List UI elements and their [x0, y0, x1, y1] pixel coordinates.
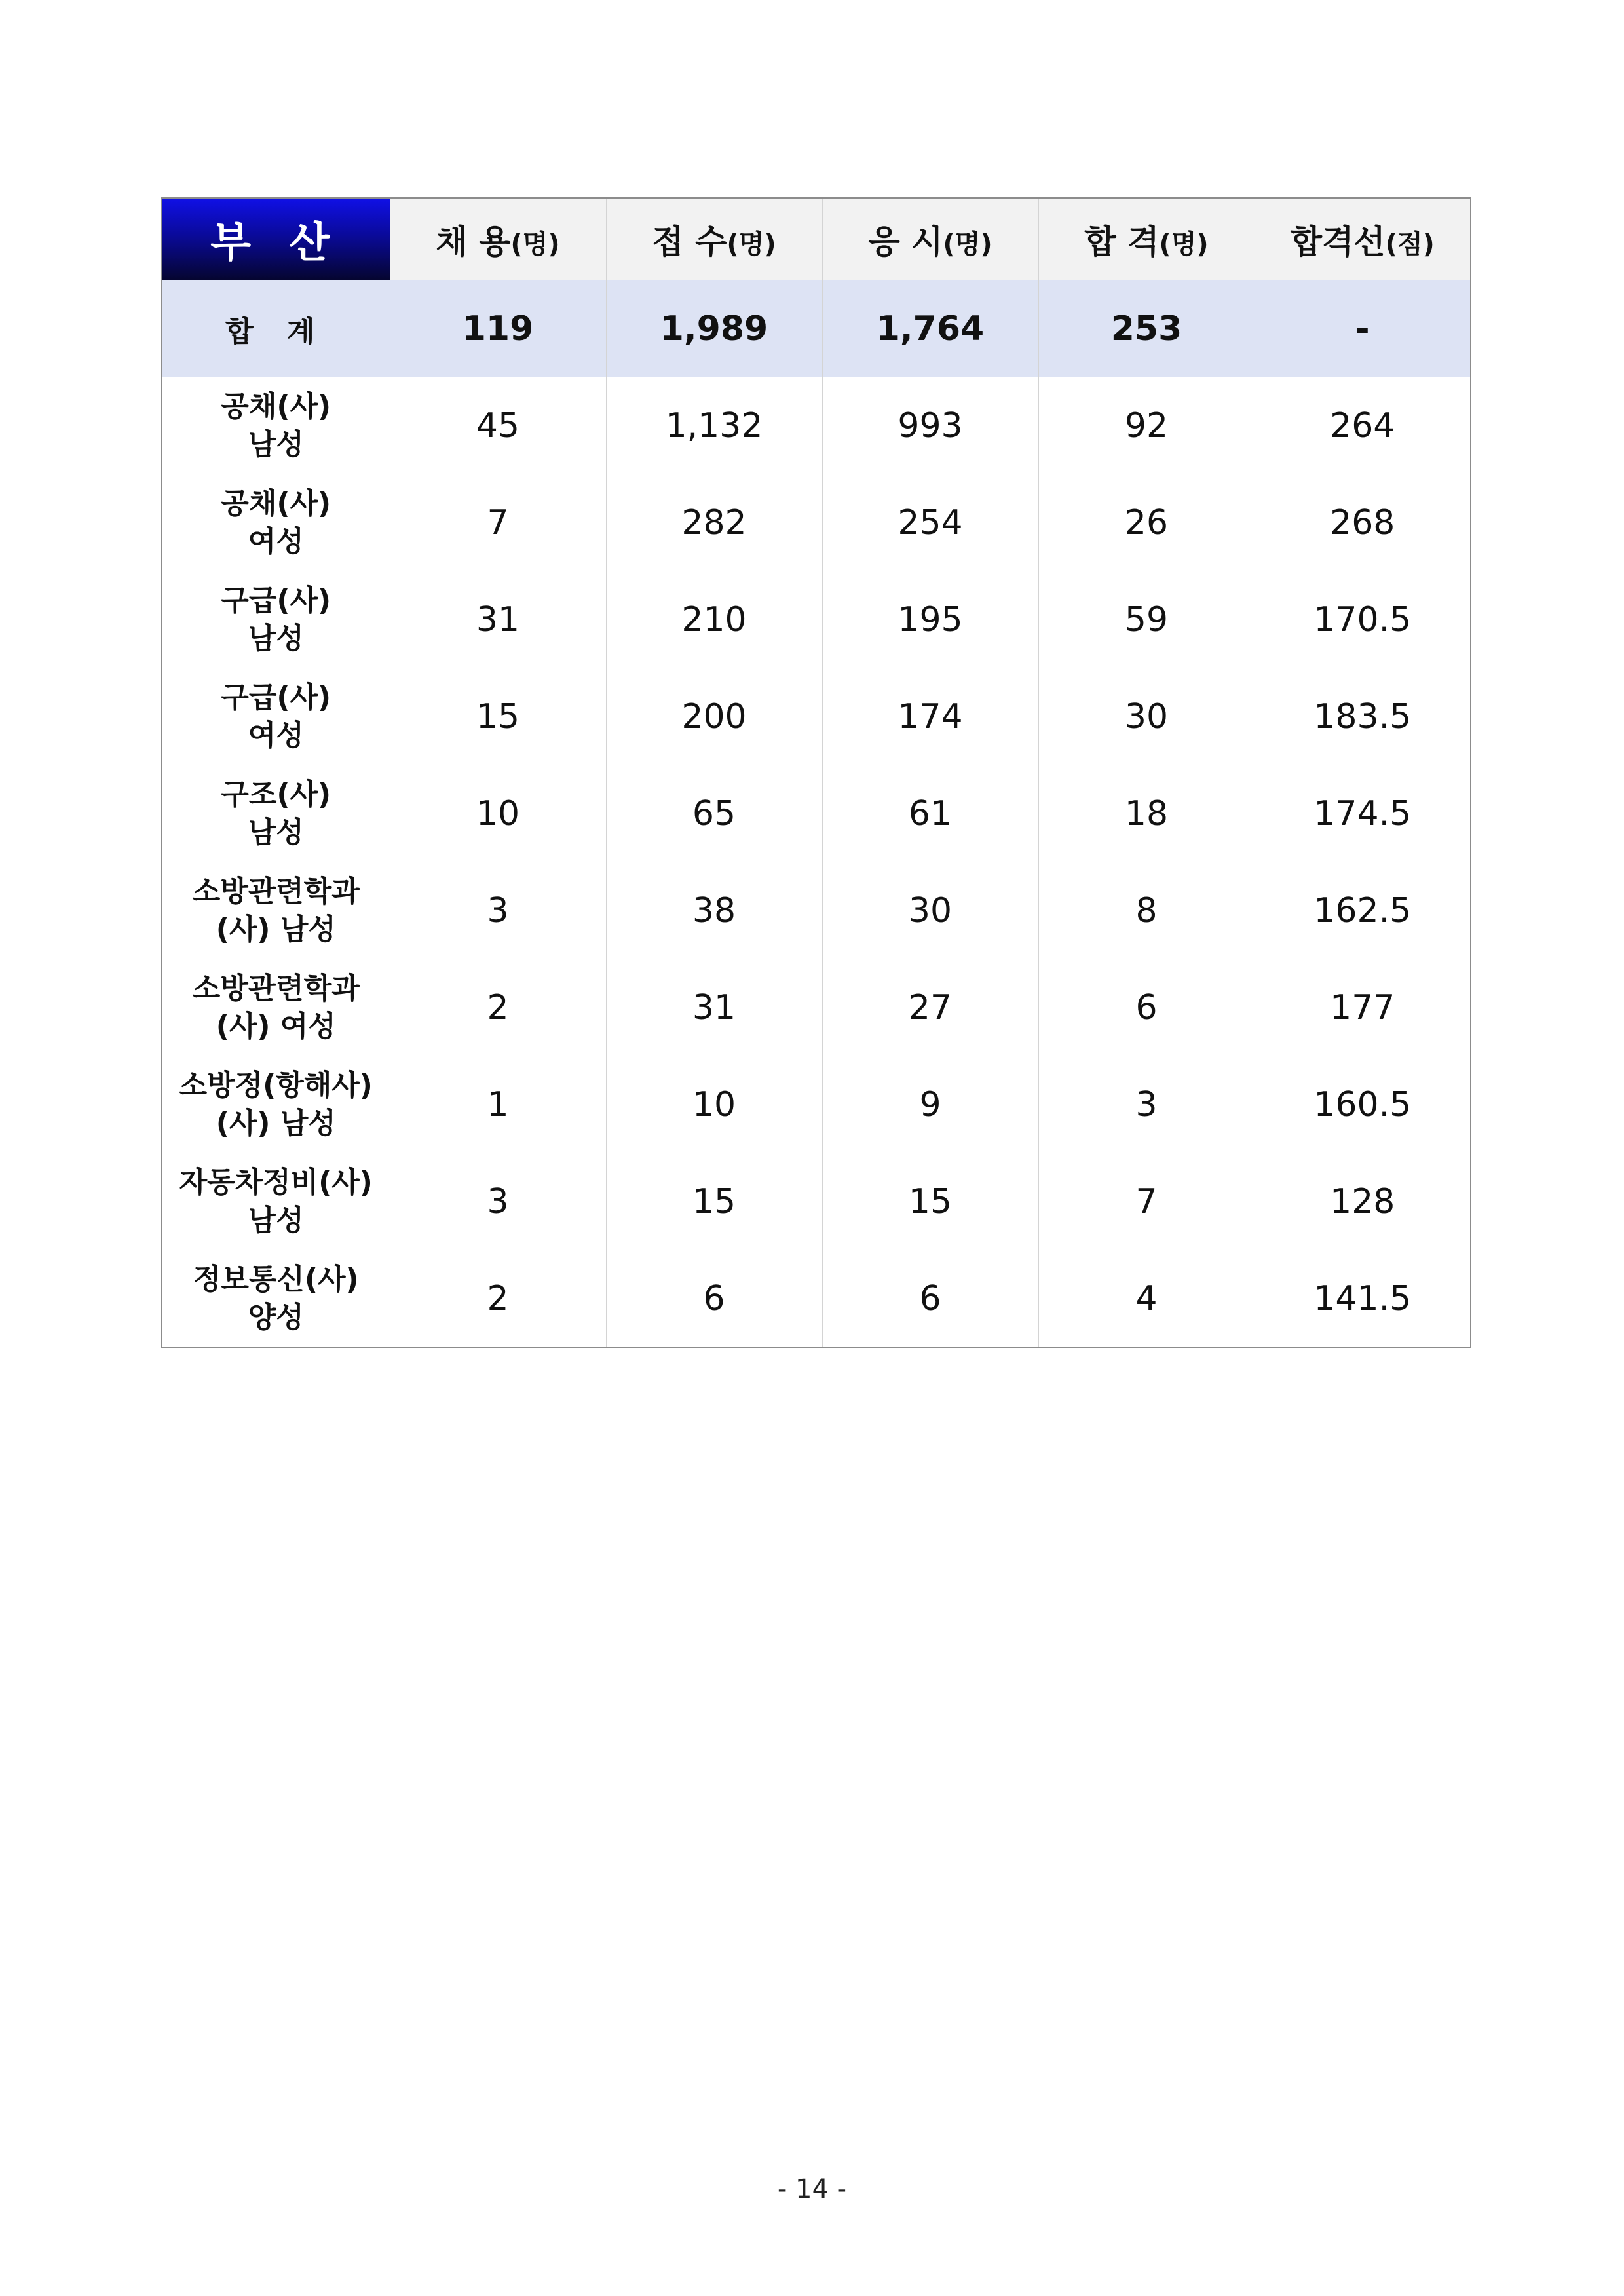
cell-examined: 174	[822, 668, 1038, 765]
row-label: 구급(사) 여성	[162, 668, 390, 765]
cell-cutoff: 141.5	[1255, 1250, 1471, 1348]
header-unit: (명)	[1159, 229, 1209, 259]
cell-passed: 6	[1038, 959, 1255, 1056]
cell-passed: 8	[1038, 862, 1255, 959]
recruitment-results-table	[161, 197, 1471, 1348]
row-label: 소방관련학과 (사) 남성	[162, 862, 390, 959]
table-row	[162, 1153, 1471, 1250]
header-passed	[1038, 198, 1255, 280]
cell-recruit: 1	[390, 1056, 606, 1153]
total-recruit: 119	[390, 280, 606, 377]
cell-applied: 65	[606, 765, 822, 862]
cell-applied: 1,132	[606, 377, 822, 474]
cell-examined: 61	[822, 765, 1038, 862]
header-label: 접 수	[652, 223, 727, 261]
header-examined	[822, 198, 1038, 280]
row-label: 구급(사) 남성	[162, 571, 390, 668]
header-label: 응 시	[868, 223, 943, 261]
cell-applied: 6	[606, 1250, 822, 1348]
cell-passed: 3	[1038, 1056, 1255, 1153]
table-row	[162, 377, 1471, 474]
total-cutoff: -	[1255, 280, 1471, 377]
row-label: 자동차정비(사) 남성	[162, 1153, 390, 1250]
cell-examined: 30	[822, 862, 1038, 959]
header-unit: (점)	[1385, 229, 1435, 259]
header-label: 채 용	[436, 223, 511, 261]
total-examined: 1,764	[822, 280, 1038, 377]
header-unit: (명)	[510, 229, 560, 259]
cell-examined: 195	[822, 571, 1038, 668]
cell-examined: 6	[822, 1250, 1038, 1348]
page-number: - 14 -	[777, 2174, 847, 2204]
cell-recruit: 31	[390, 571, 606, 668]
cell-applied: 31	[606, 959, 822, 1056]
cell-passed: 30	[1038, 668, 1255, 765]
cell-cutoff: 128	[1255, 1153, 1471, 1250]
total-label: 합 계	[162, 280, 390, 377]
table-row	[162, 668, 1471, 765]
cell-cutoff: 160.5	[1255, 1056, 1471, 1153]
cell-examined: 9	[822, 1056, 1038, 1153]
cell-applied: 38	[606, 862, 822, 959]
cell-recruit: 45	[390, 377, 606, 474]
cell-passed: 7	[1038, 1153, 1255, 1250]
total-row	[162, 280, 1471, 377]
cell-applied: 210	[606, 571, 822, 668]
cell-recruit: 3	[390, 862, 606, 959]
header-applied	[606, 198, 822, 280]
row-label: 소방정(항해사) (사) 남성	[162, 1056, 390, 1153]
cell-passed: 26	[1038, 474, 1255, 571]
table-row	[162, 474, 1471, 571]
cell-cutoff: 264	[1255, 377, 1471, 474]
table-row	[162, 571, 1471, 668]
cell-passed: 59	[1038, 571, 1255, 668]
cell-recruit: 3	[390, 1153, 606, 1250]
cell-passed: 92	[1038, 377, 1255, 474]
header-unit: (명)	[943, 229, 992, 259]
cell-examined: 15	[822, 1153, 1038, 1250]
cell-examined: 254	[822, 474, 1038, 571]
row-label: 소방관련학과 (사) 여성	[162, 959, 390, 1056]
cell-applied: 200	[606, 668, 822, 765]
cell-passed: 4	[1038, 1250, 1255, 1348]
cell-cutoff: 268	[1255, 474, 1471, 571]
cell-recruit: 2	[390, 1250, 606, 1348]
row-label: 구조(사) 남성	[162, 765, 390, 862]
cell-applied: 10	[606, 1056, 822, 1153]
header-label: 합 격	[1084, 223, 1160, 261]
cell-examined: 993	[822, 377, 1038, 474]
cell-recruit: 7	[390, 474, 606, 571]
header-label: 합격선	[1290, 223, 1386, 261]
cell-cutoff: 183.5	[1255, 668, 1471, 765]
cell-recruit: 10	[390, 765, 606, 862]
cell-cutoff: 177	[1255, 959, 1471, 1056]
cell-applied: 15	[606, 1153, 822, 1250]
cell-passed: 18	[1038, 765, 1255, 862]
cell-applied: 282	[606, 474, 822, 571]
header-row	[162, 198, 1471, 280]
cell-recruit: 2	[390, 959, 606, 1056]
table-row	[162, 1250, 1471, 1348]
cell-cutoff: 162.5	[1255, 862, 1471, 959]
cell-examined: 27	[822, 959, 1038, 1056]
total-applied: 1,989	[606, 280, 822, 377]
row-label: 공채(사) 남성	[162, 377, 390, 474]
cell-cutoff: 174.5	[1255, 765, 1471, 862]
total-passed: 253	[1038, 280, 1255, 377]
header-recruit	[390, 198, 606, 280]
table-row	[162, 765, 1471, 862]
region-header: 부 산	[162, 198, 390, 280]
table-row	[162, 959, 1471, 1056]
header-cutoff	[1255, 198, 1471, 280]
table-row	[162, 1056, 1471, 1153]
row-label: 정보통신(사) 양성	[162, 1250, 390, 1348]
header-unit: (명)	[727, 229, 776, 259]
table-row	[162, 862, 1471, 959]
cell-recruit: 15	[390, 668, 606, 765]
row-label: 공채(사) 여성	[162, 474, 390, 571]
cell-cutoff: 170.5	[1255, 571, 1471, 668]
